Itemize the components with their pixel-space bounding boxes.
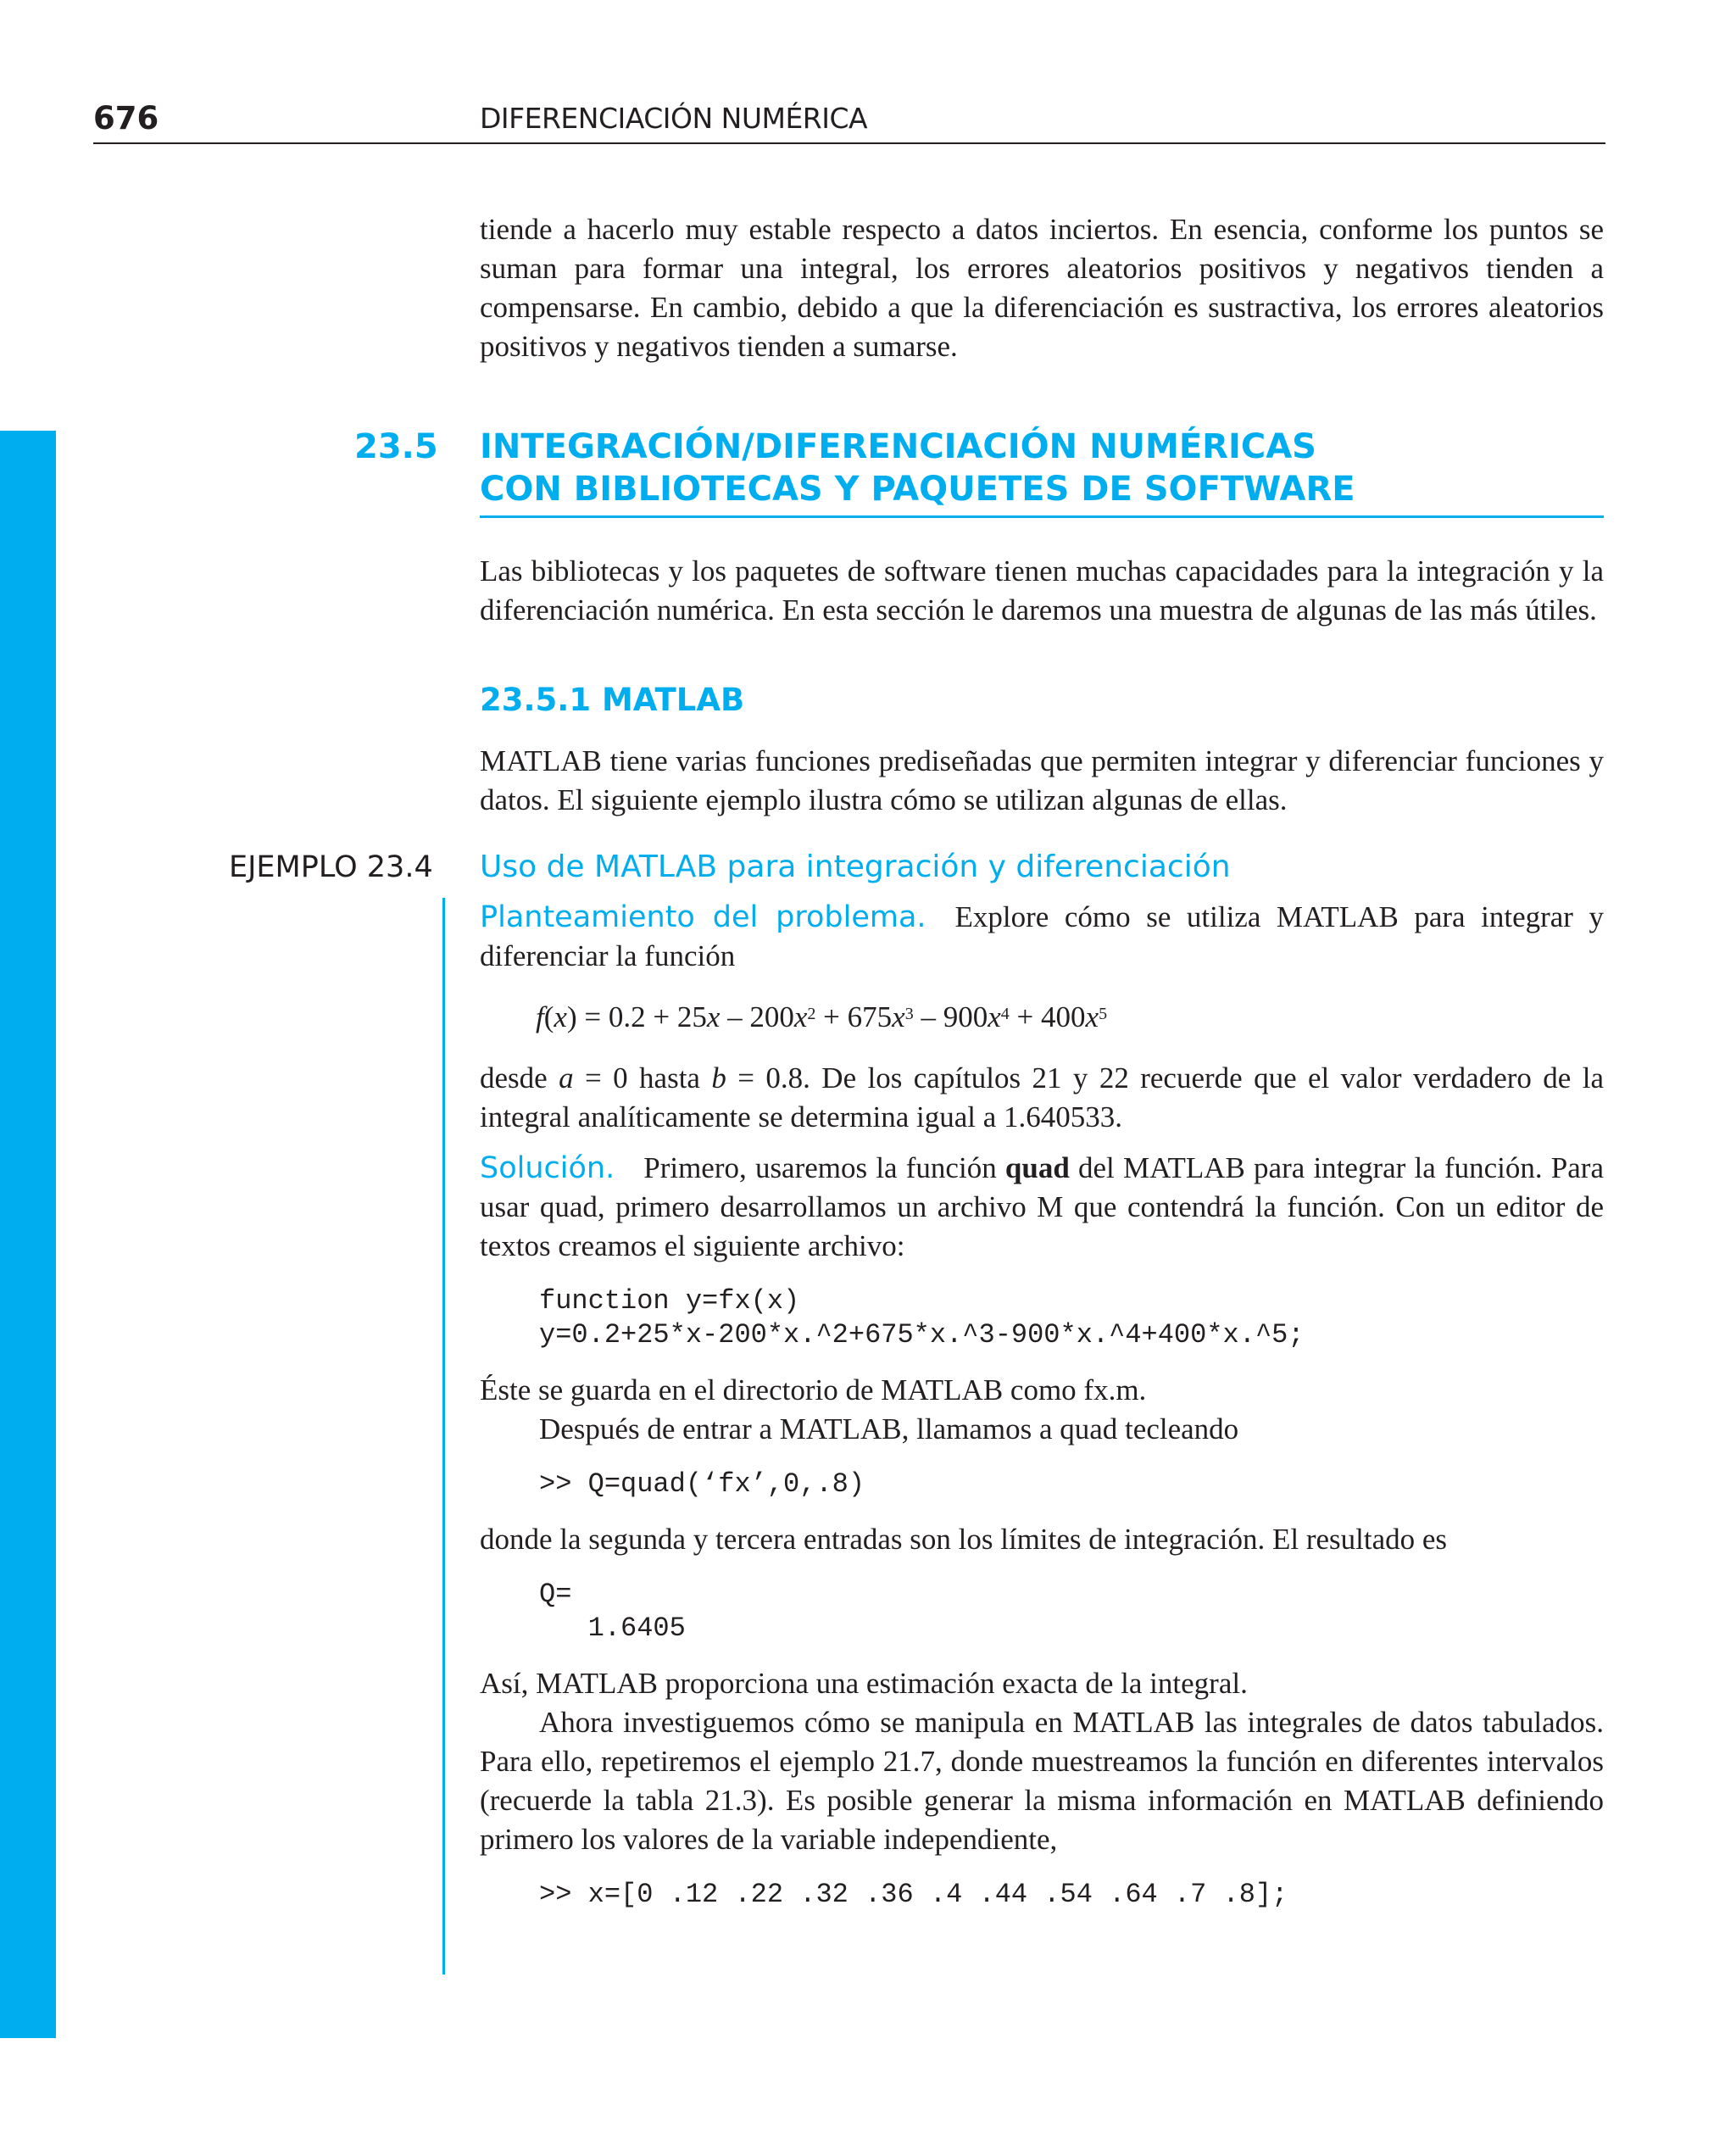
section-title-line-1: INTEGRACIÓN/DIFERENCIACIÓN NUMÉRICAS — [480, 427, 1316, 466]
eq-part-1: = 0.2 + 25 — [576, 1000, 707, 1033]
eq-x5: x — [1085, 1000, 1099, 1033]
eq-exp-2: 2 — [807, 1005, 816, 1023]
eq-part-5: + 400 — [1009, 1000, 1086, 1033]
eq-x: x — [554, 1000, 567, 1033]
eq-x2: x — [793, 1000, 808, 1033]
eq-f: f — [536, 1000, 544, 1033]
eq-exp-5: 5 — [1099, 1005, 1108, 1023]
section-paragraph: Las bibliotecas y los paquetes de software tienen muchas capacidades para la integración y la diferenciación numérica. En esta sección le daremos una muestra de algunas de las más útiles. — [480, 554, 1604, 627]
tabulated-text: Ahora investiguemos cómo se manipula en MATLAB las integrales de datos tabulados. Para ello, repetiremos el ejemplo 21.7, donde muestreamos la función en diferentes intervalos (recuerde la tabla 21.3). Es posible generar la misma información en MATLAB definiendo primero los valores de la variable independiente, — [480, 1706, 1604, 1856]
eq-exp-4: 4 — [1000, 1005, 1010, 1023]
example-rule — [442, 898, 445, 1975]
example-title: Uso de MATLAB para integración y diferenciación — [480, 849, 1231, 884]
example-body — [480, 898, 1604, 1912]
range-text-1: desde — [480, 1061, 559, 1094]
code-result: Q= 1.6405 — [539, 1579, 686, 1644]
code-quad-call: >> Q=quad(‘fx’,0,.8) — [539, 1468, 865, 1500]
eq-paren-close: ) — [566, 1000, 577, 1033]
problem-statement — [480, 898, 1604, 976]
example-header — [229, 847, 1604, 889]
solution-text-2: del MATLAB para integrar la función. Para usar quad, primero desarrollamos un archivo M que contendrá la función. Con un editor de textos creamos el siguiente archivo: — [480, 1151, 1604, 1262]
range-a: a — [559, 1061, 574, 1094]
eq-x4: x — [988, 1000, 1001, 1033]
intro-paragraph: tiende a hacerlo muy estable respecto a datos inciertos. En esencia, conforme los puntos se suman para formar una integral, los errores aleatorios positivos y negativos tienden a compensarse. En cambio, debido a que la diferenciación es sustractiva, los errores aleatorios positivos y negativos tienden a sumarse. — [480, 213, 1604, 363]
problem-text: Explore cómo se utiliza MATLAB para integrar y diferenciar la función — [480, 900, 1604, 972]
range-b: b — [711, 1061, 726, 1094]
example-label: EJEMPLO 23.4 — [229, 850, 433, 884]
side-accent-bar — [0, 431, 56, 2038]
eq-part-4: – 900 — [913, 1000, 988, 1033]
after-text: Después de entrar a MATLAB, llamamos a quad tecleando — [539, 1412, 1239, 1445]
eq-exp-3: 3 — [904, 1005, 914, 1023]
page-content — [229, 210, 1604, 1930]
range-paragraph — [480, 1059, 1604, 1137]
section-number: 23.5 — [354, 427, 438, 466]
solution-heading: Solución. — [480, 1151, 615, 1185]
eq-part-2: – 200 — [720, 1000, 794, 1033]
section-title-line-2: CON BIBLIOTECAS Y PAQUETES DE SOFTWARE — [480, 470, 1355, 509]
function-equation — [536, 998, 1604, 1037]
range-text-2: = 0 hasta — [573, 1061, 712, 1094]
subsection-paragraph: MATLAB tiene varias funciones prediseñadas que permiten integrar y diferenciar funciones y datos. El siguiente ejemplo ilustra cómo se utilizan algunas de ellas. — [480, 744, 1604, 816]
section-heading — [354, 426, 1604, 518]
page-number: 676 — [93, 100, 159, 136]
solution-paragraph — [480, 1149, 1604, 1266]
solution-text-1: Primero, usaremos la función — [643, 1151, 1005, 1184]
code-function-file: function y=fx(x) y=0.2+25*x-200*x.^2+675*x.^3-900*x.^4+400*x.^5; — [539, 1285, 1305, 1351]
running-title: DIFERENCIACIÓN NUMÉRICA — [480, 102, 868, 135]
page-header — [93, 95, 1605, 144]
saved-text: Éste se guarda en el directorio de MATLAB como fx.m. — [480, 1373, 1147, 1406]
range-text-3: = 0.8. De los capítulos 21 y 22 recuerde que el valor verdadero de la integral analíticamente se determina igual a 1.640533. — [480, 1061, 1604, 1133]
limits-text: donde la segunda y tercera entradas son los límites de integración. El resultado es — [480, 1523, 1448, 1556]
eq-x3: x — [892, 1000, 905, 1033]
code-x-values: >> x=[0 .12 .22 .32 .36 .4 .44 .54 .64 .7 .8]; — [539, 1879, 1288, 1910]
eq-paren-open: ( — [543, 1000, 554, 1033]
eq-x1: x — [706, 1000, 721, 1033]
eq-part-3: + 675 — [815, 1000, 893, 1033]
estimate-text: Así, MATLAB proporciona una estimación exacta de la integral. — [480, 1667, 1248, 1700]
problem-heading: Planteamiento del problema. — [480, 900, 926, 934]
subsection-heading: 23.5.1 MATLAB — [480, 682, 745, 718]
solution-bold-quad: quad — [1004, 1151, 1070, 1184]
